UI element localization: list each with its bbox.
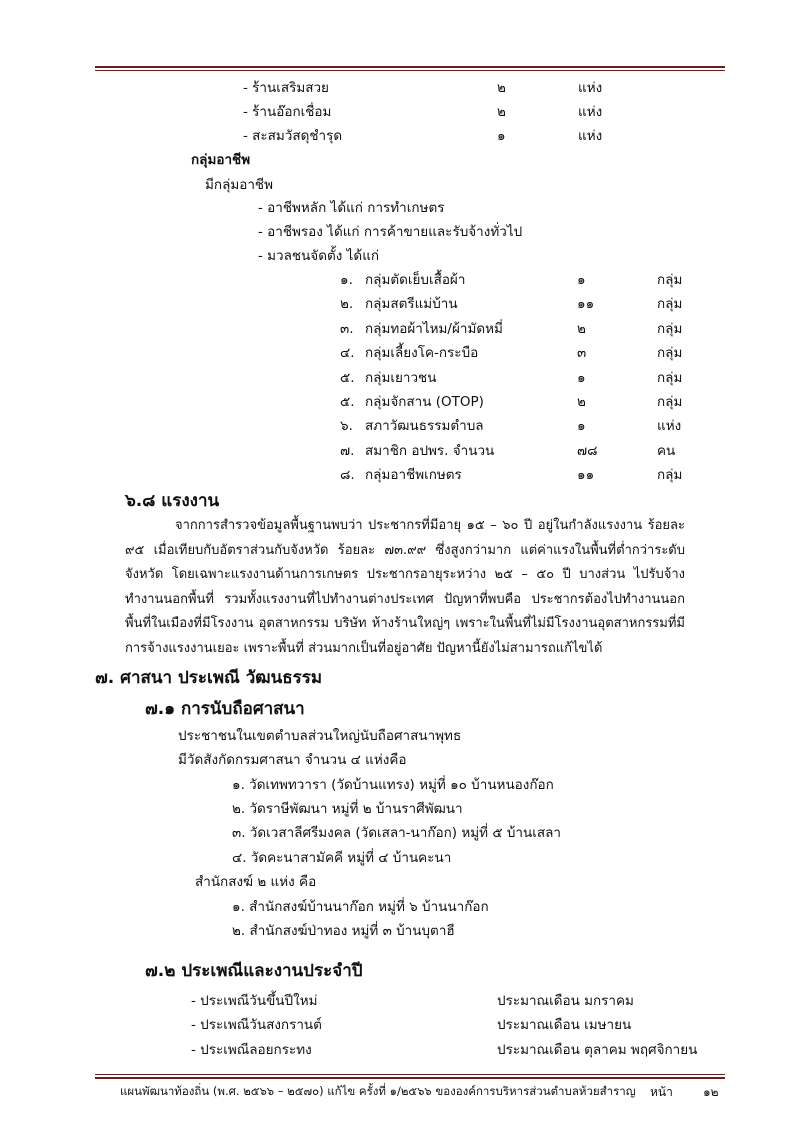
occupation-heading: กลุ่มอาชีพ xyxy=(191,152,251,168)
list-item: ๔. วัดคะนาสามัคคี หมู่ที่ ๔ บ้านคะนา xyxy=(232,850,452,866)
header-rule-thin xyxy=(95,70,725,71)
labor-heading: ๖.๘ แรงงาน xyxy=(125,491,220,511)
occupation-intro: มีกลุ่มอาชีพ xyxy=(205,177,273,193)
tradition-heading: ๗.๒ ประเพณีและงานประจำปี xyxy=(145,961,363,981)
table-row: ๕. กลุ่มจักสาน (OTOP) ๒ กลุ่ม xyxy=(340,394,683,410)
table-row: - ประเพณีวันสงกรานต์ ประมาณเดือน เมษายน xyxy=(191,1017,632,1033)
list-item: ๑. สำนักสงฆ์บ้านนาก๊อก หมู่ที่ ๖ บ้านนาก๊อก xyxy=(232,899,489,915)
table-row: ๘. กลุ่มอาชีพเกษตร ๑๑ กลุ่ม xyxy=(340,467,683,483)
header-rule xyxy=(95,66,725,68)
list-item: - ร้านเสริมสวย ๒ แห่ง xyxy=(243,80,603,96)
religion-heading: ๗. ศาสนา ประเพณี วัฒนธรรม xyxy=(95,668,323,688)
footer-text: แผนพัฒนาท้องถิ่น (พ.ศ. ๒๕๖๖ – ๒๕๗๐) แก้ไข ครั้งที่ ๑/๒๕๖๖ ขององค์การบริหารส่วนตำบลห้วยสำราญ xyxy=(120,1084,636,1098)
table-row: ๔. กลุ่มเลี้ยงโค-กระบือ ๓ กลุ่ม xyxy=(340,345,683,361)
table-row: ๕. กลุ่มเยาวชน ๑ กลุ่ม xyxy=(340,370,683,386)
list-item: ๒. สำนักสงฆ์ป่าทอง หมู่ที่ ๓ บ้านบุตาฮี xyxy=(232,923,455,939)
footer-rule-thin xyxy=(95,1074,725,1075)
list-item: ๑. วัดเทพทวารา (วัดบ้านแทรง) หมู่ที่ ๑๐ บ้านหนองก๊อก xyxy=(232,777,554,793)
religion-line: ประชาชนในเขตตำบลส่วนใหญ่นับถือศาสนาพุทธ xyxy=(178,728,462,744)
table-row: ๗. สมาชิก อปพร. จำนวน ๗๘ คน xyxy=(340,443,676,459)
table-row: - ประเพณีวันขึ้นปีใหม่ ประมาณเดือน มกราคม xyxy=(191,993,634,1009)
labor-paragraph: จากการสำรวจข้อมูลพื้นฐานพบว่า ประชากรที่มีอายุ ๑๕ – ๖๐ ปี อยู่ในกำลังแรงงาน ร้อยละ ๙๕ เมื่อเทียบกับอัตราส่วนกับจังหวัด ร้อยละ ๗๓.๙๙ ซึ่งสูงกว่ามาก แต่ค่าแรงในพื้นที่ต่ำกว่าระดับจังหวัด โดยเฉพาะแรงงานด้านการเกษตร ประชากรอายุระหว่าง ๒๕ – ๕๐ ปี บางส่วน ไปรับจ้างทำงานนอกพื้นที่ รวมทั้งแรงงานที่ไปทำงานต่างประเทศ ปัญหาที่พบคือ ประชากรต้องไปทำงานนอกพื้นที่ในเมืองที่มีโรงงาน อุตสาหกรรม บริษัท ห้างร้านใหญ่ๆ เพราะในพื้นที่ไม่มีโรงงานอุตสาหกรรมที่มีการจ้างแรงงานเยอะ เพราะพื้นที่ ส่วนมากเป็นที่อยู่อาศัย ปัญหานี้ยังไม่สามารถแก้ไขได้ xyxy=(125,518,686,656)
table-row: ๑. กลุ่มตัดเย็บเสื้อผ้า ๑ กลุ่ม xyxy=(340,272,683,288)
list-item: ๓. วัดเวสาลีศรีมงคล (วัดเสลา-นาก๊อก) หมู่ที่ ๕ บ้านเสลา xyxy=(232,825,561,841)
table-row: ๖. สภาวัฒนธรรมตำบล ๑ แห่ง xyxy=(340,418,682,434)
list-item: - สะสมวัสดุชำรุด ๑ แห่ง xyxy=(243,128,603,144)
table-row: ๒. กลุ่มสตรีแม่บ้าน ๑๑ กลุ่ม xyxy=(340,296,683,312)
table-row: - ประเพณีลอยกระทง ประมาณเดือน ตุลาคม พฤศจิกายน xyxy=(191,1042,698,1058)
religion-line: มีวัดสังกัดกรมศาสนา จำนวน ๔ แห่งคือ xyxy=(178,752,407,768)
page-number: ๑๒ xyxy=(703,1085,719,1099)
religion-sub-heading: ๗.๑ การนับถือศาสนา xyxy=(145,699,305,719)
list-item: - อาชีพรอง ได้แก่ การค้าขายและรับจ้างทั่วไป xyxy=(258,224,523,240)
table-row: ๓. กลุ่มทอผ้าไหม/ผ้ามัดหมี่ ๒ กลุ่ม xyxy=(340,321,683,337)
footer-rule xyxy=(95,1077,725,1079)
page-label: หน้า xyxy=(650,1085,673,1099)
list-item: ๒. วัดราษีพัฒนา หมู่ที่ ๒ บ้านราศีพัฒนา xyxy=(232,801,463,817)
list-item: - ร้านอ๊อกเชื่อม ๒ แห่ง xyxy=(243,104,603,120)
list-item: - มวลชนจัดตั้ง ได้แก่ xyxy=(258,248,380,264)
list-item: - อาชีพหลัก ได้แก่ การทำเกษตร xyxy=(258,200,445,216)
monastery-intro: สำนักสงฆ์ ๒ แห่ง คือ xyxy=(195,874,317,890)
